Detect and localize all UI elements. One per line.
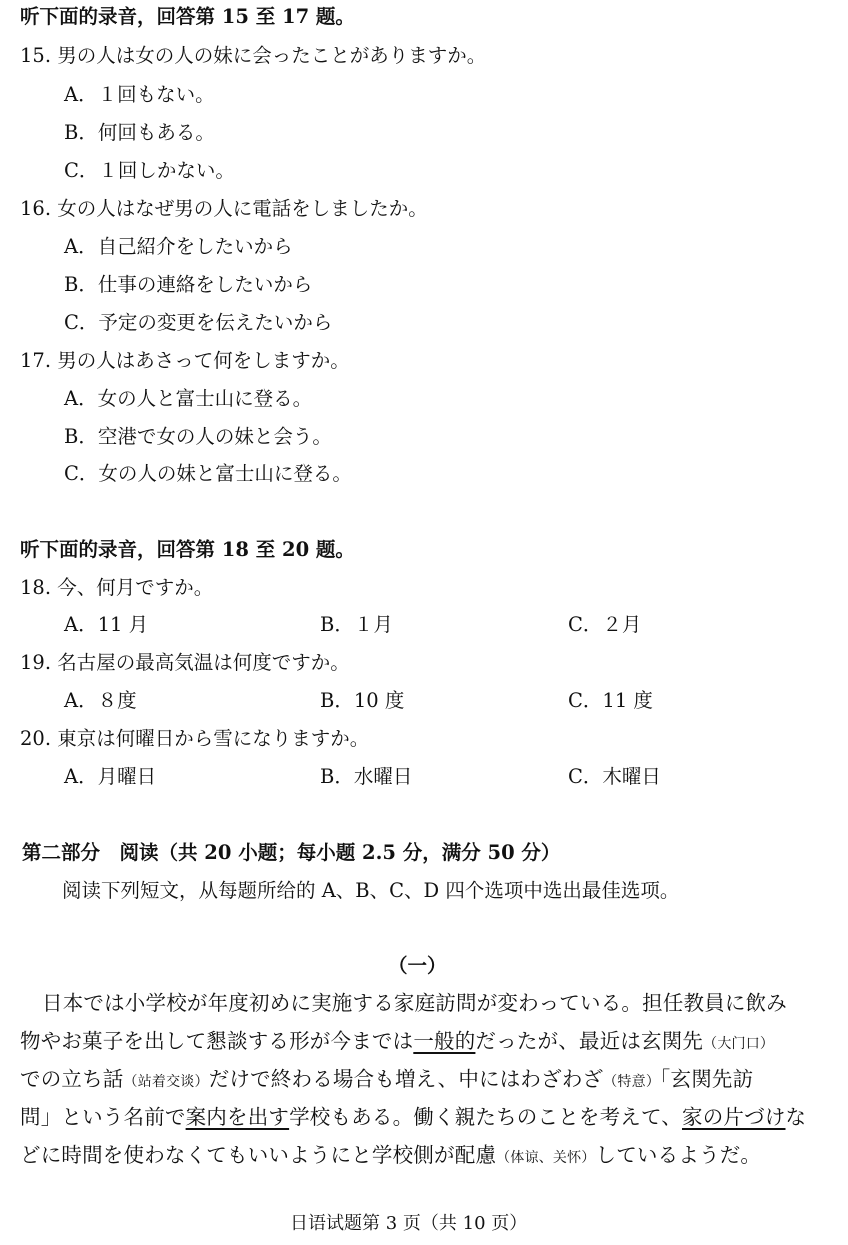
passage-line-3 (20, 1066, 753, 1095)
passage-number: （一） (388, 954, 447, 977)
question-17 (20, 348, 350, 374)
option-15b: B．何回もある。 (64, 121, 215, 144)
passage-text: どに時間を使わなくてもいいようにと学校側が配慮 (20, 1143, 497, 1167)
section1-instruction: 听下面的录音，回答第 15 至 17 题。 (20, 5, 355, 28)
annotation: （体谅、关怀） (496, 1150, 596, 1166)
passage-text: だけで終わる場合も増え、中にはわざわざ (208, 1067, 604, 1091)
annotation: （站着交谈） (123, 1074, 209, 1090)
option-18c: C．２月 (568, 613, 642, 636)
underlined-phrase: 案内を出す (185, 1105, 290, 1129)
passage-text: 学校もある。働く親たちのことを考えて、 (289, 1105, 682, 1129)
passage-line-4 (20, 1104, 806, 1130)
option-19c: C．11 度 (568, 689, 653, 712)
option-20a: A．月曜日 (64, 765, 157, 788)
option-17b: B．空港で女の人の妹と会う。 (64, 425, 332, 448)
passage-text: 物やお菓子を出して懇談する形が今までは (20, 1029, 414, 1053)
question-text: 男の人はあさって何をしますか。 (57, 349, 350, 372)
question-text: 今、何月ですか。 (57, 576, 214, 599)
question-text: 女の人はなぜ男の人に電話をしましたか。 (57, 197, 428, 220)
question-number: 17. (20, 349, 52, 372)
passage-text: だったが、最近は玄関先 (475, 1029, 704, 1053)
option-19b: B．10 度 (320, 689, 405, 712)
question-19 (20, 650, 350, 676)
section2-instruction: 听下面的录音，回答第 18 至 20 题。 (20, 538, 355, 561)
page-footer: 日语试题第 3 页（共 10 页） (290, 1213, 528, 1234)
question-number: 15. (20, 44, 52, 67)
question-18 (20, 575, 213, 601)
passage-text: 「玄関先訪 (660, 1067, 754, 1091)
passage-text: 問」という名前で (20, 1105, 186, 1129)
option-17a: A．女の人と富士山に登る。 (64, 387, 313, 410)
underlined-phrase: 一般的 (413, 1029, 476, 1053)
passage-line-2 (20, 1028, 774, 1057)
annotation: （大门口） (703, 1036, 775, 1052)
option-16b: B．仕事の連絡をしたいから (64, 273, 313, 296)
option-18b: B．１月 (320, 613, 393, 636)
option-19a: A．８度 (64, 689, 137, 712)
passage-line-5 (20, 1142, 761, 1171)
part2-instruction: 阅读下列短文，从每题所给的 A、B、C、D 四个选项中选出最佳选项。 (62, 879, 680, 902)
question-number: 18. (20, 576, 52, 599)
question-16 (20, 196, 428, 222)
option-20c: C．木曜日 (568, 765, 661, 788)
option-18a: A．11 月 (64, 613, 149, 636)
question-number: 16. (20, 197, 52, 220)
annotation: （特意） (603, 1074, 661, 1090)
question-text: 東京は何曜日から雪になりますか。 (57, 727, 370, 750)
part2-heading: 第二部分 阅读（共 20 小题；每小题 2.5 分，满分 50 分） (22, 841, 561, 864)
question-number: 20. (20, 727, 52, 750)
option-16a: A．自己紹介をしたいから (64, 235, 293, 258)
option-15c: C．１回しかない。 (64, 159, 235, 182)
option-17c: C．女の人の妹と富士山に登る。 (64, 462, 352, 485)
question-15 (20, 43, 486, 69)
question-text: 名古屋の最高気温は何度ですか。 (57, 651, 350, 674)
passage-text: での立ち話 (20, 1067, 124, 1091)
question-text: 男の人は女の人の妹に会ったことがありますか。 (57, 44, 487, 67)
question-number: 19. (20, 651, 52, 674)
option-16c: C．予定の変更を伝えたいから (64, 311, 333, 334)
question-20 (20, 726, 369, 752)
passage-line-1: 日本では小学校が年度初めに実施する家庭訪問が変わっている。担任教員に飲み (42, 991, 787, 1015)
passage-text: しているようだ。 (595, 1143, 762, 1167)
option-15a: A．１回もない。 (64, 83, 215, 106)
passage-text: な (785, 1105, 807, 1129)
option-20b: B．水曜日 (320, 765, 413, 788)
underlined-phrase: 家の片づけ (682, 1105, 786, 1129)
